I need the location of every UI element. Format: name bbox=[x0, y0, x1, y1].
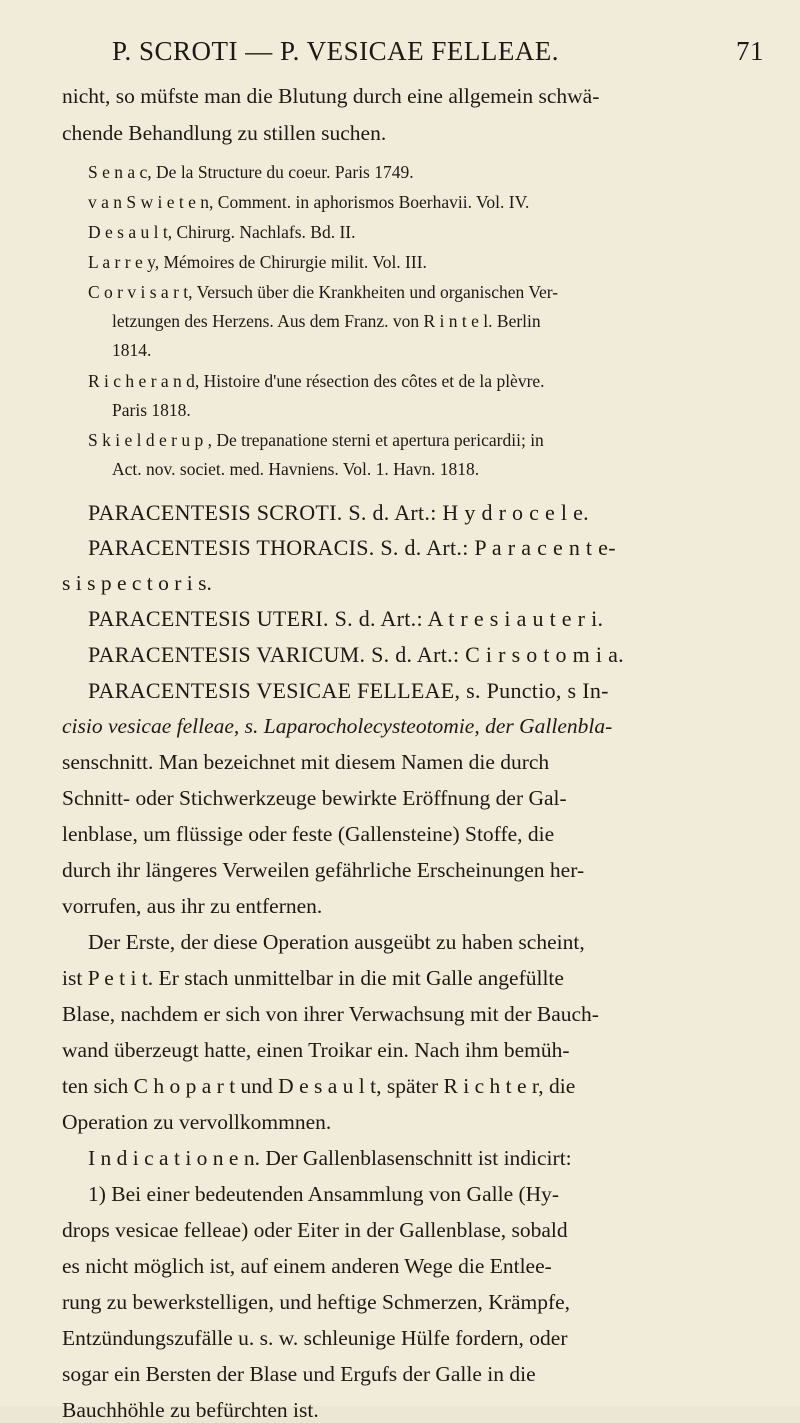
entry-heading: PARACENTESIS THORACIS. S. d. Art.: P a r a c e n t e- bbox=[88, 535, 616, 560]
text-line: es nicht möglich ist, auf einem anderen Wege die Entlee- bbox=[62, 1254, 552, 1278]
entry-heading: PARACENTESIS UTERI. S. d. Art.: A t r e s i a u t e r i. bbox=[88, 606, 604, 631]
text-line: Entzündungszufälle u. s. w. schleunige Hülfe fordern, oder bbox=[62, 1326, 568, 1350]
text-line: ist P e t i t. Er stach unmittelbar in die mit Galle angefüllte bbox=[62, 966, 564, 990]
text-line: Schnitt- oder Stichwerkzeuge bewirkte Eröffnung der Gal- bbox=[62, 786, 567, 810]
text-line: Bauchhöhle zu befürchten ist. bbox=[62, 1398, 319, 1422]
text-line: cisio vesicae felleae, s. Laparocholecysteotomie, der Gallenbla- bbox=[62, 714, 613, 738]
text-line: Der Erste, der diese Operation ausgeübt zu haben scheint, bbox=[88, 930, 585, 954]
reference-line: C o r v i s a r t, Versuch über die Krankheiten und organischen Ver- bbox=[88, 282, 559, 302]
entry-heading: PARACENTESIS VESICAE FELLEAE, s. Punctio, s In- bbox=[88, 678, 609, 703]
reference-line: S e n a c, De la Structure du coeur. Paris 1749. bbox=[88, 162, 414, 182]
text-line: lenblase, um flüssige oder feste (Gallensteine) Stoffe, die bbox=[62, 822, 555, 846]
entry-heading: PARACENTESIS SCROTI. S. d. Art.: H y d r o c e l e. bbox=[88, 500, 589, 525]
text-line: chende Behandlung zu stillen suchen. bbox=[62, 121, 387, 145]
text-line: Operation zu vervollkommnen. bbox=[62, 1110, 332, 1134]
reference-line: S k i e l d e r u p , De trepanatione sterni et apertura pericardii; in bbox=[88, 430, 544, 450]
entry-heading: PARACENTESIS VARICUM. S. d. Art.: C i r s o t o m i a. bbox=[88, 642, 624, 667]
reference-line: D e s a u l t, Chirurg. Nachlafs. Bd. II. bbox=[88, 222, 356, 242]
text-line: nicht, so müfste man die Blutung durch eine allgemein schwä- bbox=[62, 84, 600, 108]
text-line: I n d i c a t i o n e n. Der Gallenblasenschnitt ist indicirt: bbox=[88, 1146, 572, 1170]
text-line: senschnitt. Man bezeichnet mit diesem Namen die durch bbox=[62, 750, 550, 774]
text-line: durch ihr längeres Verweilen gefährliche Erscheinungen her- bbox=[62, 858, 585, 882]
reference-line: L a r r e y, Mémoires de Chirurgie milit. Vol. III. bbox=[88, 252, 427, 272]
text-line: Blase, nachdem er sich von ihrer Verwachsung mit der Bauch- bbox=[62, 1002, 599, 1026]
reference-line: R i c h e r a n d, Histoire d'une résection des côtes et de la plèvre. bbox=[88, 371, 545, 391]
text-line: 1) Bei einer bedeutenden Ansammlung von Galle (Hy- bbox=[88, 1182, 560, 1206]
text-line: drops vesicae felleae) oder Eiter in der Gallenblase, sobald bbox=[62, 1218, 568, 1242]
running-title: P. SCROTI — P. VESICAE FELLEAE. bbox=[112, 36, 560, 66]
reference-line: v a n S w i e t e n, Comment. in aphorismos Boerhavii. Vol. IV. bbox=[88, 192, 530, 212]
reference-line: letzungen des Herzens. Aus dem Franz. von R i n t e l. Berlin bbox=[112, 311, 541, 331]
text-line: vorrufen, aus ihr zu entfernen. bbox=[62, 894, 323, 918]
reference-line: 1814. bbox=[112, 340, 152, 360]
reference-line: Act. nov. societ. med. Havniens. Vol. 1. Havn. 1818. bbox=[112, 459, 480, 479]
text-line: wand überzeugt hatte, einen Troikar ein. Nach ihm bemüh- bbox=[62, 1038, 570, 1062]
page-number: 71 bbox=[736, 36, 764, 66]
text-line: s i s p e c t o r i s. bbox=[62, 571, 212, 595]
text-line: sogar ein Bersten der Blase und Ergufs der Galle in die bbox=[62, 1362, 536, 1386]
reference-line: Paris 1818. bbox=[112, 400, 191, 420]
running-header bbox=[112, 36, 764, 67]
text-line: ten sich C h o p a r t und D e s a u l t, später R i c h t e r, die bbox=[62, 1074, 576, 1098]
text-line: rung zu bewerkstelligen, und heftige Schmerzen, Krämpfe, bbox=[62, 1290, 571, 1314]
